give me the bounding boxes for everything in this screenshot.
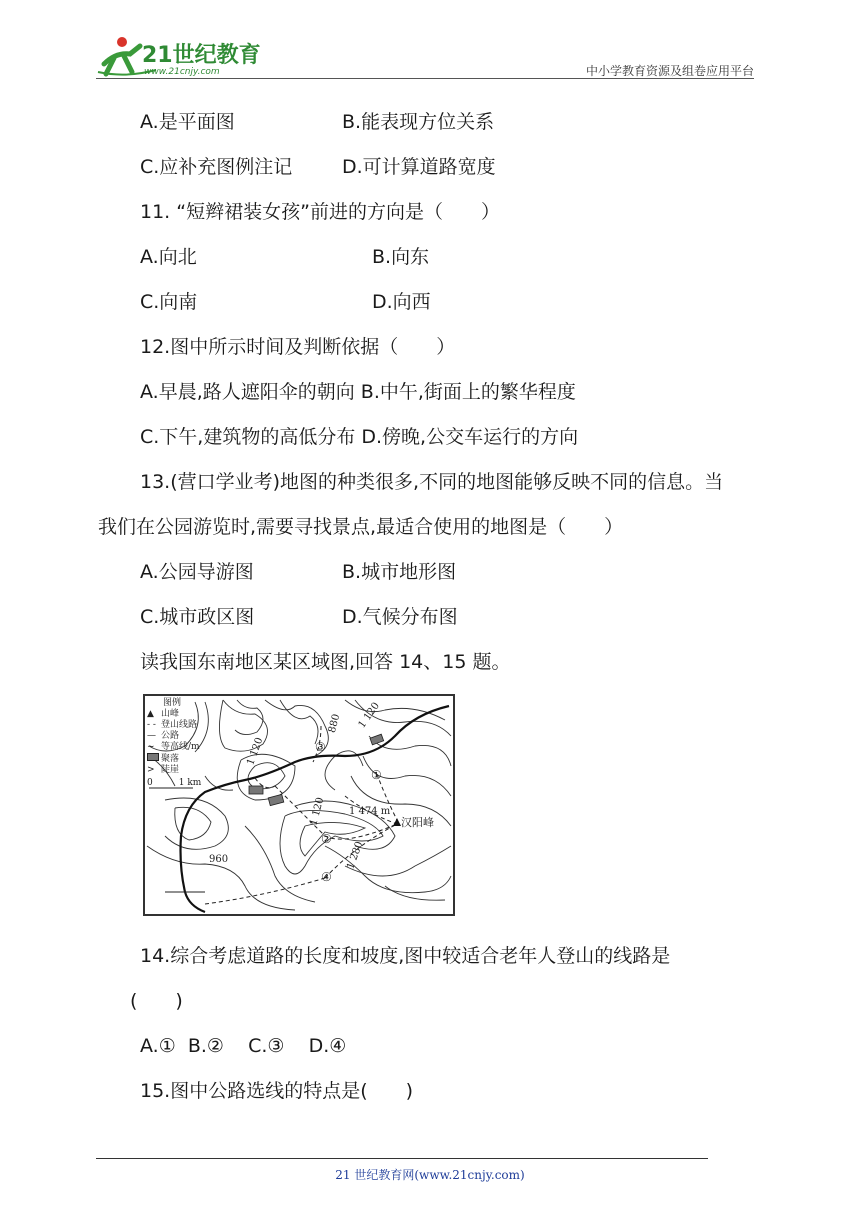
q11-option-a: A.向北 [140, 246, 197, 268]
route-marker-1: ① [371, 768, 382, 782]
q10-option-c: C.应补充图例注记 [140, 156, 293, 178]
q11-option-b: B.向东 [372, 246, 430, 268]
elevation-label: 1 474 m [349, 806, 391, 817]
q13-option-c: C.城市政区图 [140, 606, 255, 628]
q13-option-a: A.公园导游图 [140, 561, 254, 583]
contour-label-880: 880 [326, 712, 343, 735]
topographic-map [143, 694, 455, 916]
map-intro-text: 读我国东南地区某区域图,回答 14、15 题。 [140, 651, 511, 673]
contour-label-1120-mid: 1 120 [308, 796, 327, 827]
legend-title: 图例 [163, 698, 182, 708]
peak-name-label: 汉阳峰 [401, 816, 434, 829]
header-divider [96, 78, 754, 79]
q10-option-b: B.能表现方位关系 [342, 111, 495, 133]
q12-options-line2: C.下午,建筑物的高低分布 D.傍晚,公交车运行的方向 [140, 426, 579, 448]
legend-peak: ▲ 山峰 [147, 709, 180, 719]
q12-stem: 12.图中所示时间及判断依据（ ） [140, 336, 456, 358]
contour-label-1120-top: 1 120 [356, 700, 383, 731]
q11-stem: 11. “短辫裙装女孩”前进的方向是（ ） [140, 201, 500, 223]
site-logo [96, 34, 266, 78]
legend-settlement: 聚落 [147, 753, 221, 765]
q14-options: A.① B.② C.③ D.④ [140, 1035, 347, 1057]
q12-options-line1: A.早晨,路人遮阳伞的朝向 B.中午,街面上的繁华程度 [140, 381, 576, 403]
route-marker-3: ③ [315, 740, 326, 754]
q13-option-d: D.气候分布图 [342, 606, 458, 628]
contour-label-1120-left: 1 120 [245, 736, 266, 767]
legend-contour: ~ 等高线/m [147, 742, 200, 752]
map-scale: 0 1 km [147, 778, 202, 788]
q11-option-d: D.向西 [372, 291, 431, 313]
footer-divider [96, 1158, 708, 1159]
svg-text:www.21cnjy.com: www.21cnjy.com [144, 67, 220, 77]
contour-label-960: 960 [209, 854, 229, 865]
contour-label-1280: 1 280 [345, 840, 366, 871]
route-marker-4: ④ [321, 870, 332, 884]
q13-stem-line1: 13.(营口学业考)地图的种类很多,不同的地图能够反映不同的信息。当 [140, 471, 724, 493]
header-platform-text: 中小学教育资源及组卷应用平台 [585, 64, 754, 78]
q14-stem: 14.综合考虑道路的长度和坡度,图中较适合老年人登山的线路是 [140, 945, 671, 967]
footer-text: 21 世纪教育网(www.21cnjy.com) [335, 1168, 525, 1182]
q13-option-b: B.城市地形图 [342, 561, 457, 583]
q11-option-c: C.向南 [140, 291, 198, 313]
legend-highway: — 公路 [147, 731, 180, 741]
peak-triangle [393, 818, 401, 826]
route-marker-2: ② [321, 832, 332, 846]
q15-stem: 15.图中公路选线的特点是( ) [140, 1080, 414, 1102]
map-legend [147, 698, 221, 789]
q10-option-d: D.可计算道路宽度 [342, 156, 496, 178]
runner-logo-icon [96, 34, 266, 78]
q14-answer-paren: ( ) [130, 990, 183, 1012]
q10-option-a: A.是平面图 [140, 111, 235, 133]
legend-cliff: > 陡崖 [147, 765, 180, 775]
svg-text:21世纪教育: 21世纪教育 [142, 43, 261, 68]
q13-stem-line2: 我们在公园游览时,需要寻找景点,最适合使用的地图是（ ） [98, 516, 624, 538]
legend-climbing-route: - - 登山线路 [147, 720, 198, 730]
